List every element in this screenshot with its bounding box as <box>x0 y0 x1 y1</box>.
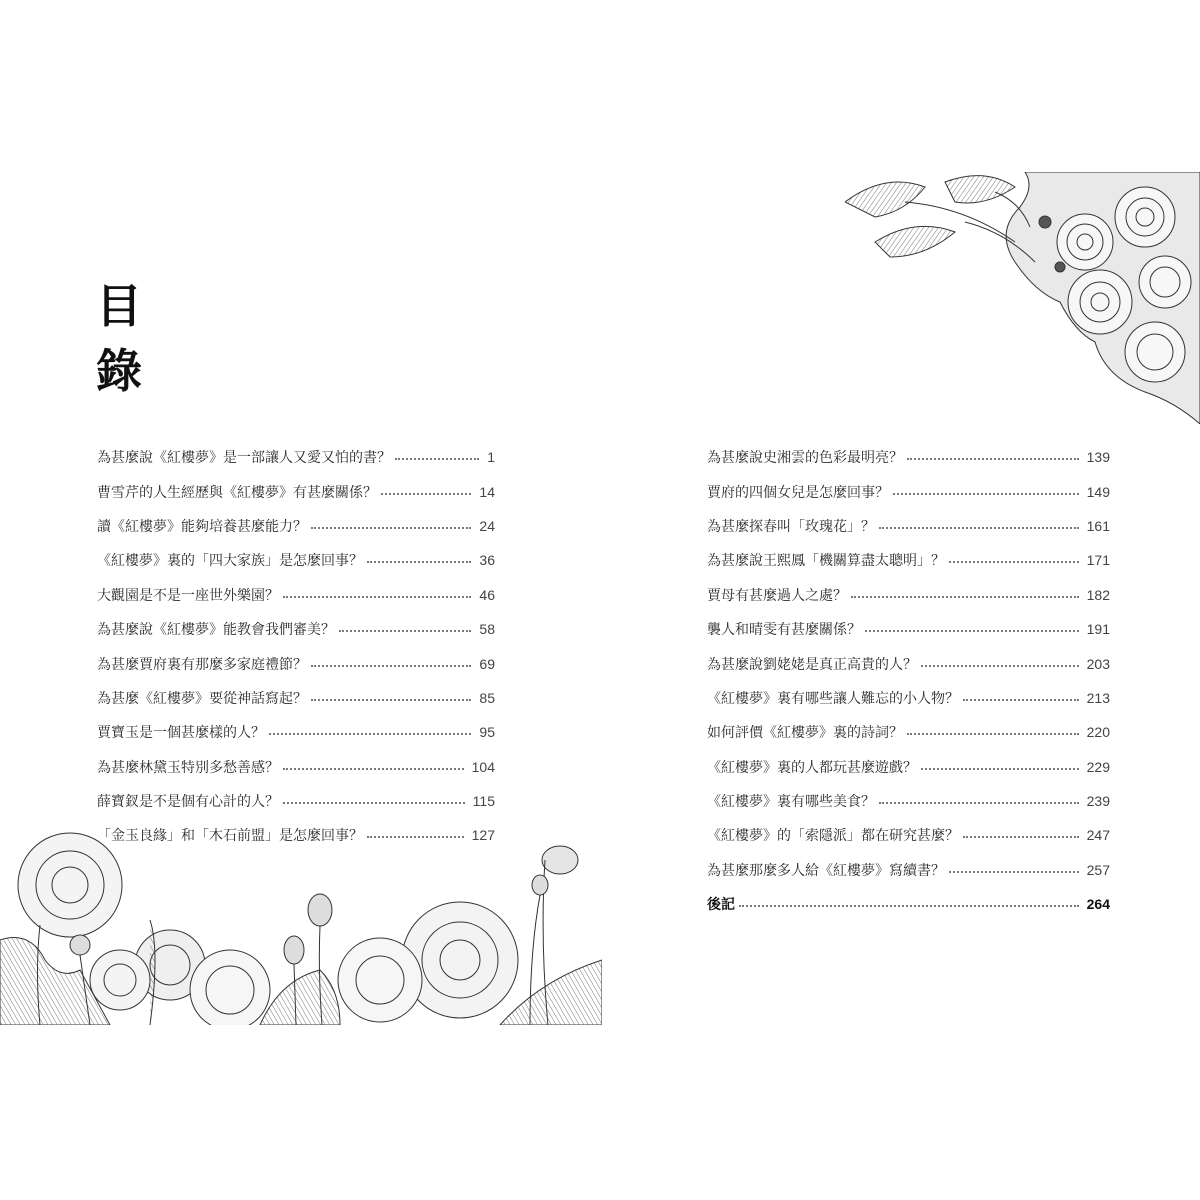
toc-entry-page: 69 <box>479 655 495 672</box>
dot-leader <box>851 596 1079 598</box>
toc-entry-title: 為甚麼賈府裏有那麼多家庭禮節？ <box>97 656 307 673</box>
toc-entry-page: 24 <box>479 517 495 534</box>
toc-entry-title: 為甚麼說史湘雲的色彩最明亮？ <box>707 450 903 467</box>
dot-leader <box>381 493 471 495</box>
dot-leader <box>879 802 1079 804</box>
toc-entry-title: 《紅樓夢》裏的「四大家族」是怎麼回事？ <box>97 553 363 570</box>
dot-leader <box>367 561 471 563</box>
toc-entry-page: 115 <box>472 793 495 810</box>
dot-leader <box>269 733 471 735</box>
dot-leader <box>949 871 1079 873</box>
toc-entry[interactable] <box>707 509 1110 543</box>
toc-entry[interactable] <box>707 440 1110 474</box>
toc-entry-title: 賈府的四個女兒是怎麼回事？ <box>707 484 889 501</box>
toc-entry-page: 264 <box>1086 896 1110 913</box>
toc-entry-title: 為甚麼那麼多人給《紅樓夢》寫續書？ <box>707 862 945 879</box>
toc-entry-page: 14 <box>479 483 495 500</box>
peony-illustration-top-right <box>845 172 1200 424</box>
toc-entry-page: 229 <box>1086 758 1110 775</box>
dot-leader <box>339 630 471 632</box>
toc-entry-title: 為甚麼說《紅樓夢》是一部讓人又愛又怕的書？ <box>97 450 391 467</box>
dot-leader <box>739 905 1079 907</box>
toc-entry-title: 為甚麼說劉姥姥是真正高貴的人？ <box>707 656 917 673</box>
dot-leader <box>311 527 471 529</box>
toc-entry-title: 《紅樓夢》裏有哪些讓人難忘的小人物？ <box>707 690 959 707</box>
toc-entry[interactable] <box>707 543 1110 577</box>
toc-entry[interactable] <box>97 440 495 474</box>
dot-leader <box>907 733 1079 735</box>
toc-entry[interactable] <box>97 509 495 543</box>
toc-entry[interactable] <box>97 543 495 577</box>
toc-entry[interactable] <box>707 681 1110 715</box>
dot-leader <box>283 596 471 598</box>
dot-leader <box>879 527 1079 529</box>
toc-entry[interactable] <box>97 681 495 715</box>
toc-entry-page: 171 <box>1086 552 1110 569</box>
toc-entry-title: 大觀園是不是一座世外樂園？ <box>97 587 279 604</box>
dot-leader <box>949 561 1079 563</box>
toc-entry-title: 「金玉良緣」和「木石前盟」是怎麼回事？ <box>97 828 363 845</box>
toc-entry-title: 《紅樓夢》裏的人都玩甚麼遊戲？ <box>707 759 917 776</box>
toc-entry[interactable] <box>97 750 495 784</box>
toc-entry[interactable] <box>707 646 1110 680</box>
toc-entry-afterword[interactable] <box>707 887 1110 921</box>
toc-entry[interactable] <box>97 784 495 818</box>
toc-entry-title: 為甚麼說《紅樓夢》能教會我們審美？ <box>97 622 335 639</box>
toc-entry-page: 161 <box>1086 517 1110 534</box>
toc-entry-page: 85 <box>479 689 495 706</box>
toc-entry[interactable] <box>707 474 1110 508</box>
toc-entry-page: 203 <box>1086 655 1110 672</box>
toc-entry-title: 為甚麼說王熙鳳「機關算盡太聰明」？ <box>707 553 945 570</box>
toc-entry[interactable] <box>707 578 1110 612</box>
toc-entry[interactable] <box>707 715 1110 749</box>
toc-entry-page: 191 <box>1086 621 1110 638</box>
toc-entry-page: 139 <box>1086 449 1110 466</box>
toc-entry-title: 襲人和晴雯有甚麼關係？ <box>707 622 861 639</box>
toc-entry-page: 36 <box>479 552 495 569</box>
dot-leader <box>283 802 465 804</box>
toc-entry-page: 257 <box>1086 861 1110 878</box>
toc-entry-title: 為甚麼探春叫「玫瑰花」？ <box>707 518 875 535</box>
toc-entry-title: 讀《紅樓夢》能夠培養甚麼能力？ <box>97 518 307 535</box>
toc-entry-title: 為甚麼林黛玉特別多愁善感？ <box>97 759 279 776</box>
toc-entry[interactable] <box>707 750 1110 784</box>
dot-leader <box>921 665 1079 667</box>
toc-entry-title: 賈母有甚麼過人之處？ <box>707 587 847 604</box>
toc-entry-page: 220 <box>1086 724 1110 741</box>
toc-left-column <box>97 440 495 853</box>
dot-leader <box>283 768 464 770</box>
toc-entry-title: 後記 <box>707 897 735 914</box>
dot-leader <box>311 665 471 667</box>
toc-entry[interactable] <box>707 784 1110 818</box>
toc-entry[interactable] <box>707 818 1110 852</box>
toc-entry-title: 為甚麼《紅樓夢》要從神話寫起？ <box>97 690 307 707</box>
peony-illustration-bottom-left <box>0 830 602 1025</box>
toc-heading-line2: 錄 <box>96 344 142 398</box>
toc-entry[interactable] <box>97 578 495 612</box>
toc-entry-title: 《紅樓夢》裏有哪些美食？ <box>707 794 875 811</box>
toc-right-column <box>707 440 1110 921</box>
toc-entry-page: 104 <box>471 758 495 775</box>
toc-entry[interactable] <box>97 612 495 646</box>
dot-leader <box>311 699 471 701</box>
toc-entry-page: 127 <box>471 827 495 844</box>
dot-leader <box>963 699 1079 701</box>
dot-leader <box>395 458 479 460</box>
toc-entry-page: 58 <box>479 621 495 638</box>
toc-entry-title: 曹雪芹的人生經歷與《紅樓夢》有甚麼關係？ <box>97 484 377 501</box>
dot-leader <box>907 458 1079 460</box>
toc-entry-page: 149 <box>1086 483 1110 500</box>
dot-leader <box>865 630 1079 632</box>
toc-entry-page: 95 <box>479 724 495 741</box>
toc-entry-title: 《紅樓夢》的「索隱派」都在研究甚麼？ <box>707 828 959 845</box>
toc-heading-line1: 目 <box>96 279 142 333</box>
dot-leader <box>963 836 1079 838</box>
toc-entry-title: 薛寶釵是不是個有心計的人？ <box>97 794 279 811</box>
toc-entry[interactable] <box>97 715 495 749</box>
toc-entry-page: 247 <box>1086 827 1110 844</box>
toc-entry-page: 46 <box>479 586 495 603</box>
toc-entry-page: 1 <box>487 449 495 466</box>
toc-entry[interactable] <box>707 612 1110 646</box>
dot-leader <box>921 768 1079 770</box>
toc-entry[interactable] <box>707 853 1110 887</box>
dot-leader <box>893 493 1079 495</box>
toc-entry-title: 如何評價《紅樓夢》裏的詩詞？ <box>707 725 903 742</box>
toc-entry[interactable] <box>97 646 495 680</box>
toc-entry-page: 239 <box>1086 793 1110 810</box>
toc-entry-page: 182 <box>1086 586 1110 603</box>
toc-entry-page: 213 <box>1086 689 1110 706</box>
toc-entry[interactable] <box>97 474 495 508</box>
toc-entry-title: 賈寶玉是一個甚麼樣的人？ <box>97 725 265 742</box>
